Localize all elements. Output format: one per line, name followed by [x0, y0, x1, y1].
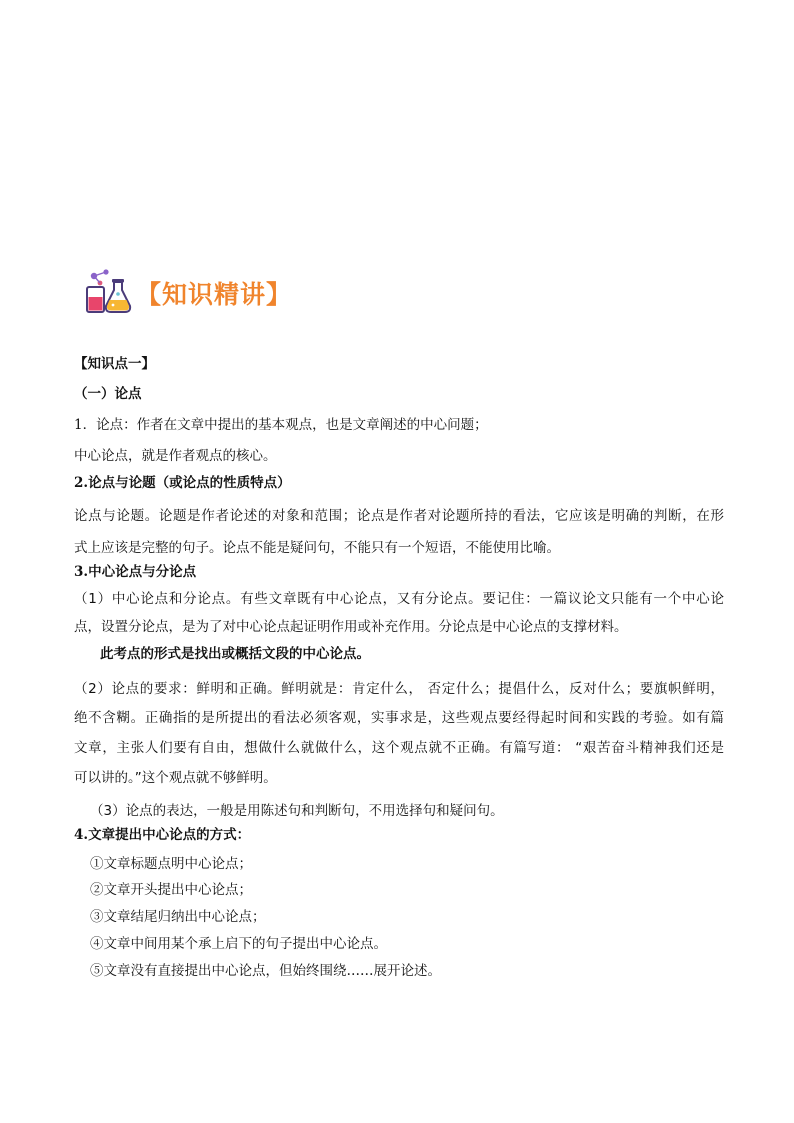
section-3-para2-line-2: 绝不含糊。正确指的是所提出的看法必须客观，实事求是，这些观点要经得起时间和实践的考验。如有篇	[74, 710, 724, 726]
chemistry-flask-icon	[84, 268, 134, 318]
list-item: ①文章标题点明中心论点；	[90, 856, 252, 872]
section-2-paragraph-line-2: 式上应该是完整的句子。论点不能是疑问句，不能只有一个短语，不能使用比喻。	[74, 540, 560, 556]
section-heading: 【知识精讲】	[136, 280, 293, 309]
section-3-para2-line-4: 可以讲的。”这个观点就不够鲜明。	[74, 770, 277, 786]
section-3-para3: （3）论点的表达，一般是用陈述句和判断句，不用选择句和疑问句。	[90, 803, 504, 819]
section-3-para2-line-3: 文章，主张人们要有自由，想做什么就做什么，这个观点就不正确。有篇写道： “艰苦奋斗精神我们还是	[74, 740, 724, 756]
section-3-para2-line-1: （2）论点的要求：鲜明和正确。鲜明就是：肯定什么， 否定什么；提倡什么，反对什么；要旗帜鲜明，	[74, 681, 724, 697]
section-4-title: 4.文章提出中心论点的方式：	[74, 827, 251, 843]
central-argument-line: 中心论点，就是作者观点的核心。	[74, 448, 277, 464]
definition-line: 1．论点：作者在文章中提出的基本观点，也是文章阐述的中心问题；	[74, 417, 488, 433]
subsection-title-argument: （一）论点	[74, 386, 142, 402]
list-item: ④文章中间用某个承上启下的句子提出中心论点。	[90, 936, 387, 952]
list-item: ②文章开头提出中心论点；	[90, 882, 252, 898]
section-3-emphasis: 此考点的形式是找出或概括文段的中心论点。	[100, 646, 370, 662]
section-3-para1-line-1: （1）中心论点和分论点。有些文章既有中心论点，又有分论点。要记住：一篇议论文只能有一个中心论	[74, 591, 724, 607]
section-2-title: 2.论点与论题（或论点的性质特点）	[74, 475, 291, 491]
section-3-para1-line-2: 点，设置分论点，是为了对中心论点起证明作用或补充作用。分论点是中心论点的支撑材料。	[74, 619, 628, 635]
section-2-paragraph-line-1: 论点与论题。论题是作者论述的对象和范围；论点是作者对论题所持的看法，它应该是明确的判断，在形	[74, 508, 724, 524]
list-item: ⑤文章没有直接提出中心论点，但始终围绕……展开论述。	[90, 963, 441, 979]
section-3-title: 3.中心论点与分论点	[74, 564, 197, 580]
knowledge-point-title: 【知识点一】	[74, 356, 155, 372]
list-item: ③文章结尾归纳出中心论点；	[90, 909, 266, 925]
knowledge-heading	[84, 268, 292, 318]
